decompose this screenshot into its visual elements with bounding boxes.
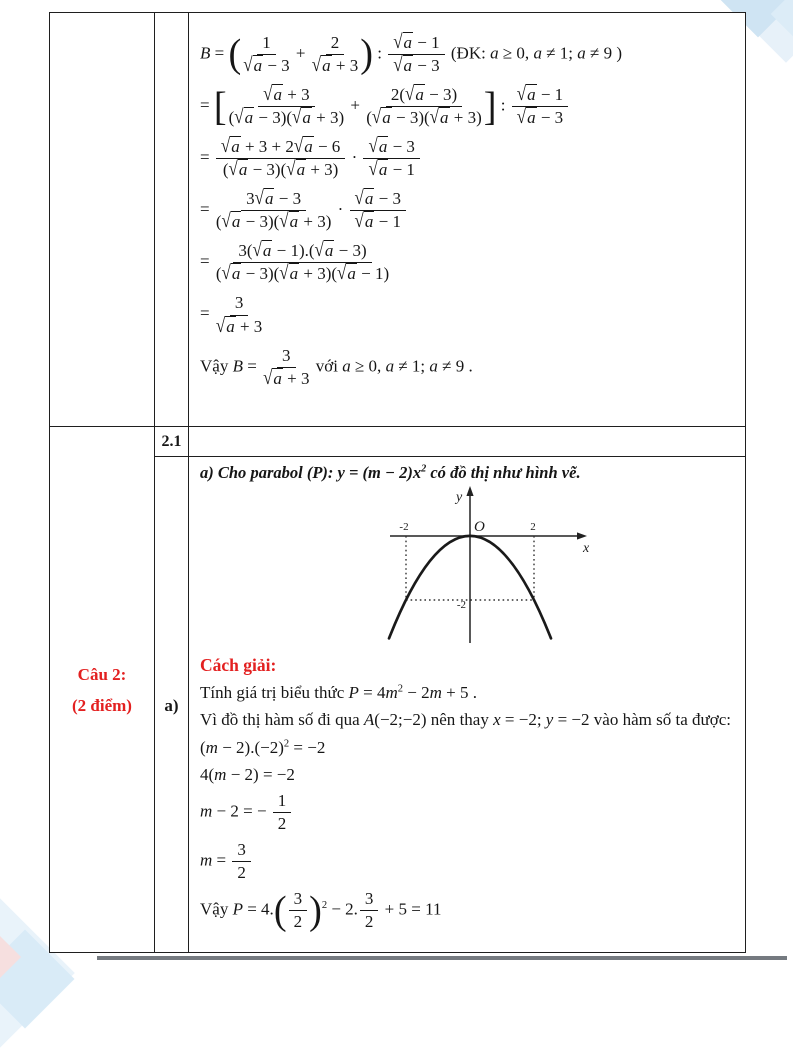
formula-line: 4(m − 2) = −2 bbox=[200, 764, 295, 784]
formula-line: Vì đồ thị hàm số đi qua A(−2;−2) nên thay x = −2; y = −2 vào hàm số ta được: bbox=[200, 710, 731, 730]
part-label: a) bbox=[164, 695, 179, 715]
formula-line: = $\frac{3(√a - 1).(√a - 3)}{(√a - 3)(√a + 3)(√a - 1)}$ bbox=[200, 238, 390, 284]
question-label-cell bbox=[50, 427, 154, 954]
formula-line: = $\frac{3√a - 3}{(√a - 3)(√a + 3)}$ · $\frac{√a - 3}{√a - 1}$ bbox=[200, 189, 741, 232]
y-axis-label: y bbox=[456, 490, 463, 505]
formula-line: Tính giá trị biểu thức $P = 4m^2 - 2m + 5$ . bbox=[200, 683, 478, 702]
parabola-graph bbox=[382, 486, 622, 649]
formula-line: Vậy P = 4. ( $\frac{3}{2}$ ) $^2$ − 2. $\frac{3}{2}$ + 5 = 11 bbox=[200, 888, 442, 933]
x-axis-label: x bbox=[583, 541, 590, 556]
y-axis-arrow-icon bbox=[466, 486, 473, 496]
origin-label: O bbox=[474, 519, 485, 535]
solution-a-cell bbox=[190, 457, 745, 953]
question-number: Câu 2: bbox=[77, 665, 127, 684]
y-tick-neg2: -2 bbox=[456, 599, 466, 611]
section-label-cell bbox=[155, 427, 188, 456]
section-label: 2.1 bbox=[161, 432, 182, 450]
table-divider bbox=[188, 13, 189, 952]
formula-line: = $\frac{√a + 3 + 2√a - 6}{(√a - 3)(√a + 3)}$ · $\frac{√a - 3}{√a - 1}$ bbox=[200, 137, 741, 180]
question-points: (2 điểm) bbox=[72, 696, 132, 715]
solution-b-cell bbox=[190, 13, 745, 425]
x-tick-pos2: 2 bbox=[530, 521, 536, 533]
formula-line: = $\frac{3}{√a + 3}$ bbox=[200, 293, 263, 337]
formula-line: $(m - 2).(-2)^2 = -2$ bbox=[200, 737, 326, 757]
solution-table bbox=[49, 12, 746, 953]
x-tick-neg2: -2 bbox=[399, 521, 409, 533]
formula-line: m − 2 = − $\frac{1}{2}$ bbox=[200, 791, 745, 834]
formula-line: B = ( $\frac{1}{√a - 3}$ + $\frac{2}{√a + 3}$ ) : $\frac{√a - 1}{√a - 3}$ (ĐK: a ≥ 0, a ≠ 1; a ≠ 9 ) bbox=[200, 30, 622, 77]
formula-line: = [ $\frac{√a + 3}{(√a - 3)(√a + 3)}$ + $\frac{2(√a - 3)}{(√a - 3)(√a + 3)}$ ] : $\frac{√a - 1}{√a - 3}$ bbox=[200, 85, 741, 128]
part-label-cell bbox=[155, 457, 188, 954]
formula-line: Vậy B = $\frac{3}{√a + 3}$ với a ≥ 0, a ≠ 1; a ≠ 9 . bbox=[200, 345, 473, 389]
page-edge-shadow bbox=[97, 956, 787, 960]
problem-statement: a) Cho parabol (P): $y = (m - 2)x^2$ có đồ thị như hình vẽ. bbox=[200, 463, 581, 482]
x-axis-arrow-icon bbox=[577, 532, 587, 539]
solution-title: Cách giải: bbox=[200, 655, 277, 675]
formula-line: m = $\frac{3}{2}$ bbox=[200, 840, 745, 883]
